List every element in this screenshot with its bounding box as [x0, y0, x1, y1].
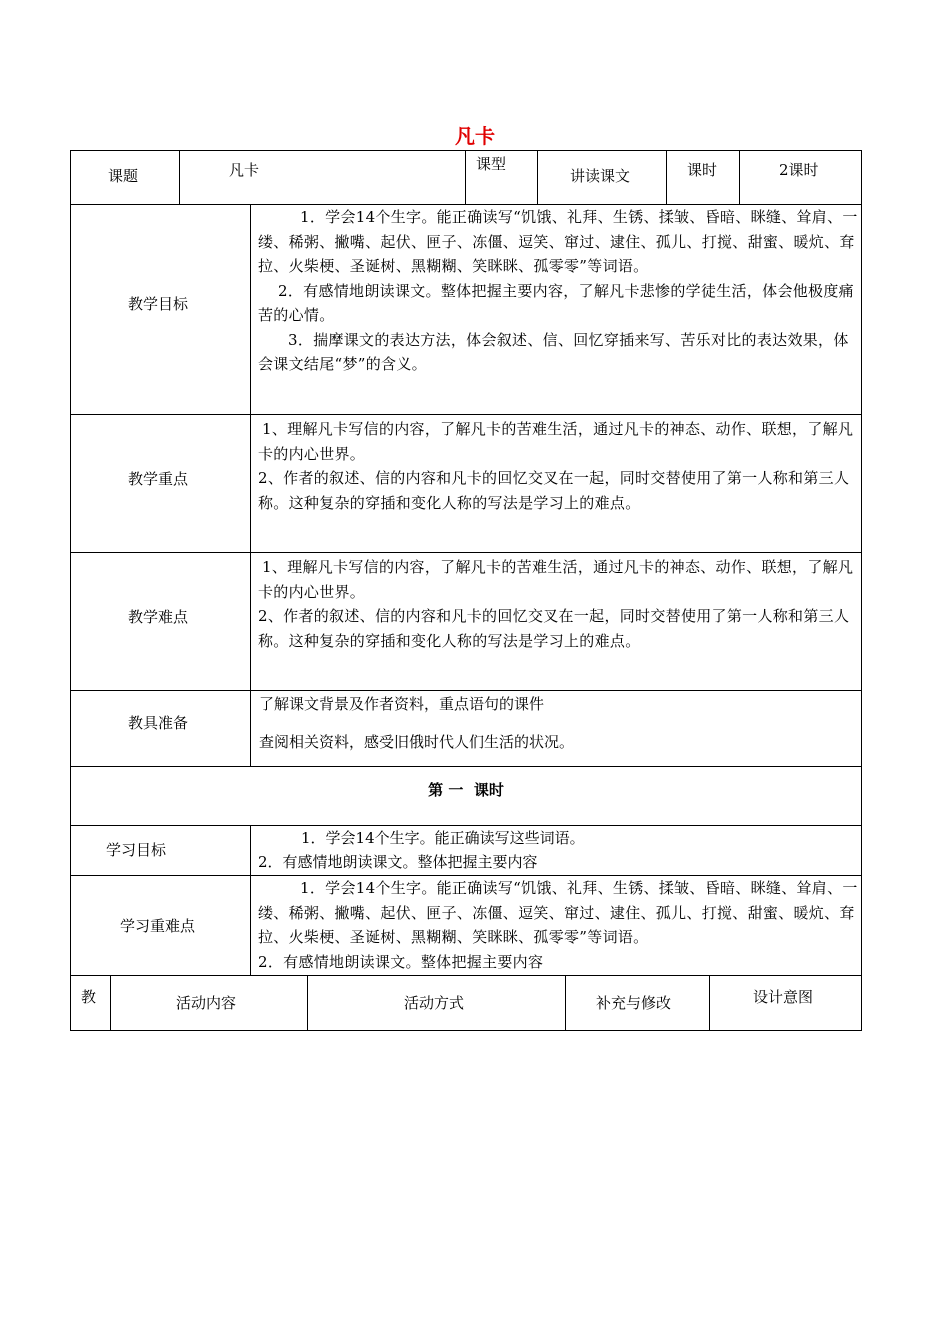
difficulty-item: 1、理解凡卡写信的内容，了解凡卡的苦难生活，通过凡卡的神态、动作、联想，了解凡卡的内心世界。: [258, 558, 854, 601]
key-points-text: [258, 417, 858, 515]
session-heading: 第 一 课时: [428, 781, 504, 799]
materials-label: 教具准备: [128, 714, 189, 732]
type-value: 讲读课文: [570, 167, 631, 185]
header-row: [70, 150, 862, 205]
study-goal-item: 2．有感情地朗读课文。整体把握主要内容: [258, 853, 538, 871]
study-goal-item: 1．学会14个生字。能正确读写这些词语。: [301, 829, 585, 847]
difficulties-label: 教学难点: [128, 608, 189, 626]
difficulty-item: 2、作者的叙述、信的内容和凡卡的回忆交叉在一起，同时交替使用了第一人称和第三人称。这种复杂的穿插和变化人称的写法是学习上的难点。: [258, 607, 850, 650]
study-focus-label: 学习重难点: [120, 917, 196, 935]
materials-line: 了解课文背景及作者资料，重点语句的课件: [259, 695, 545, 713]
activity-col-intent: 设计意图: [753, 988, 814, 1006]
goals-text: [258, 205, 858, 377]
activity-col-teach: 教: [81, 988, 97, 1006]
goal-item: 2．有感情地朗读课文。整体把握主要内容，了解凡卡悲惨的学徒生活，体会他极度痛苦的心情。: [258, 281, 854, 324]
study-goals-label: 学习目标: [106, 841, 167, 859]
document-title: 凡卡: [455, 124, 495, 148]
key-points-label: 教学重点: [128, 470, 189, 488]
goal-item: 1．学会14个生字。能正确读写“饥饿、礼拜、生锈、揉皱、昏暗、眯缝、耸肩、一缕、稀粥、撇嘴、起伏、匣子、冻僵、逗笑、窜过、逮住、孤儿、打搅、甜蜜、暖炕、耷拉、火柴梗、圣诞树、黑糊糊、笑眯眯、孤零零”等词语。: [258, 208, 858, 275]
topic-value: 凡卡: [229, 161, 260, 179]
study-focus-text: [258, 876, 858, 974]
activity-col-method: 活动方式: [404, 994, 465, 1012]
key-point-item: 1、理解凡卡写信的内容，了解凡卡的苦难生活，通过凡卡的神态、动作、联想，了解凡卡的内心世界。: [258, 420, 854, 463]
materials-line: 查阅相关资料，感受旧俄时代人们生活的状况。: [259, 733, 575, 751]
goals-label: 教学目标: [128, 295, 189, 313]
key-point-item: 2、作者的叙述、信的内容和凡卡的回忆交叉在一起，同时交替使用了第一人称和第三人称。这种复杂的穿插和变化人称的写法是学习上的难点。: [258, 469, 850, 512]
study-focus-item: 2．有感情地朗读课文。整体把握主要内容: [258, 952, 544, 971]
difficulties-text: [258, 555, 858, 653]
topic-label: 课题: [108, 167, 139, 185]
hours-value: 2课时: [779, 161, 819, 179]
activity-col-content: 活动内容: [176, 994, 237, 1012]
type-label: 课型: [476, 155, 507, 173]
activity-col-supplement: 补充与修改: [596, 994, 672, 1012]
goal-item: 3．揣摩课文的表达方法，体会叙述、信、回忆穿插来写、苦乐对比的表达效果，体会课文结尾“梦”的含义。: [258, 330, 849, 373]
hours-label: 课时: [687, 161, 718, 179]
study-focus-item: 1．学会14个生字。能正确读写“饥饿、礼拜、生锈、揉皱、昏暗、眯缝、耸肩、一缕、稀粥、撇嘴、起伏、匣子、冻僵、逗笑、窜过、逮住、孤儿、打搅、甜蜜、暖炕、耷拉、火柴梗、圣诞树、黑糊糊、笑眯眯、孤零零”等词语。: [258, 879, 858, 946]
